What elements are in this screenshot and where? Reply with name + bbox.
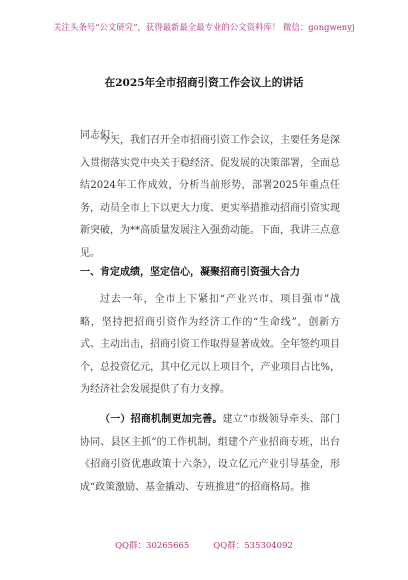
intro-paragraph: 今天，我们召开全市招商引资工作会议，主要任务是深入贯彻落实党中央关于稳经济、促发展的决策部署，全面总结2024年工作成效，分析当前形势，部署2025年重点任务，动员全市上下以更大力度、更实举措推动招商引资实现新突破，为**高质量发展注入强劲动能。下面，我讲三点意见。 [80,135,340,259]
section-1-paragraph: 过去一年，全市上下紧扣“产业兴市、项目强市”战略，坚持把招商引资作为经济工作的“生命线”，创新方式、主动出击，招商引资工作取得显著成效。全年签约项目个，总投资亿元，其中亿元以上项目个，产业项目占比%，为经济社会发展提供了有力支撑。 [80,294,340,396]
qq-group-1: QQ群：30265665 [115,541,190,551]
qq-group-2: QQ群：535304092 [213,541,293,551]
section-heading-1: 一、肯定成绩，坚定信心，凝聚招商引资强大合力 [80,267,300,278]
qq-footer [0,539,408,551]
subsection-1-paragraph [80,409,340,499]
salutation: 同志们： [80,130,120,141]
document-title: 在2025年全市招商引资工作会议上的讲话 [104,77,304,89]
promo-header: 关注头条号“公文研究”，获得最新最全最专业的公文资料库！ 微信：gongwenyj [53,22,355,32]
subsection-1-text: 建立“市级领导牵头、部门协同、县区主抓”的工作机制，组建个产业招商专班，出台《招商引资优惠政策十六条》，设立亿元产业引导基金，形成“政策激励、基金撬动、专班推进”的招商格局。推 [80,414,340,493]
subsection-1-title: （一）招商机制更加完善。 [100,414,223,425]
